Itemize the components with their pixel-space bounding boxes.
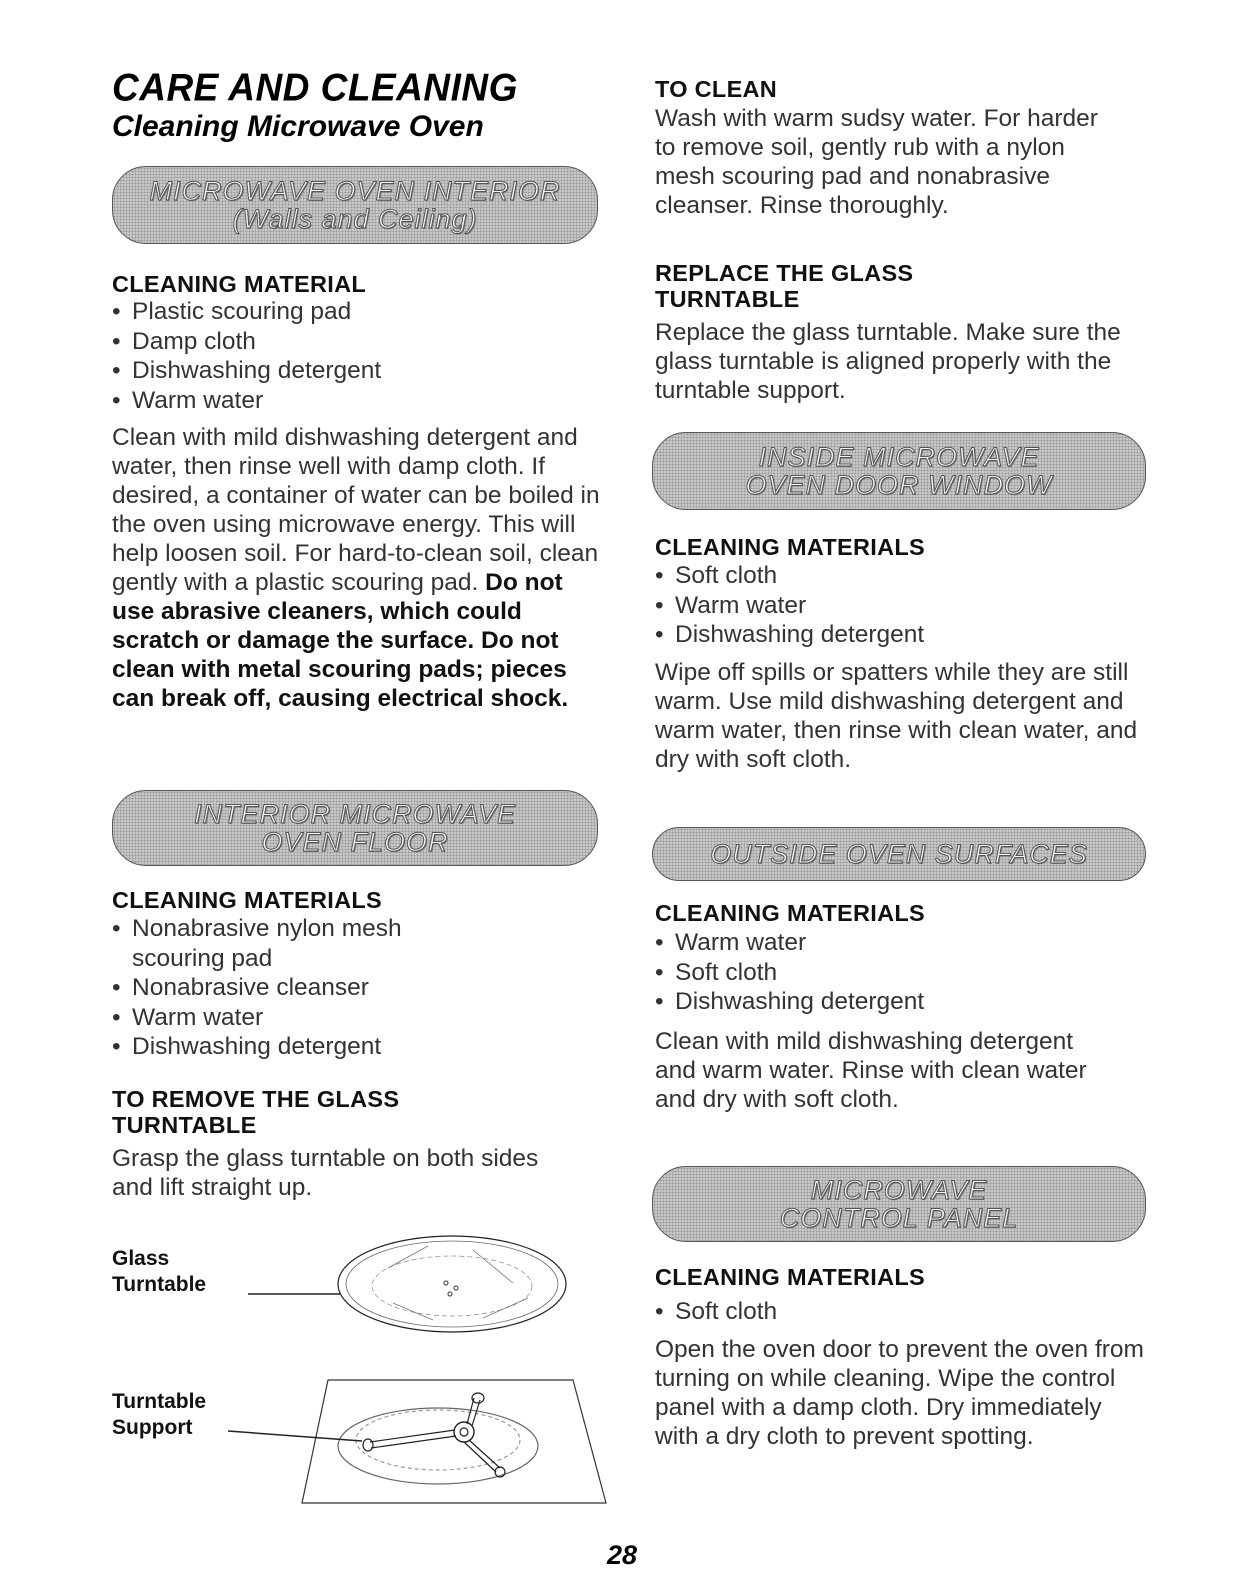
section-paragraph: Replace the glass turntable. Make sure the glass turntable is aligned properly with the turntable support. [655, 319, 1121, 404]
list-item: • Dishwashing detergent [655, 620, 1125, 650]
section-heading: CLEANING MATERIAL [112, 271, 367, 297]
section-heading: REPLACE THE GLASS TURNTABLE [655, 260, 914, 312]
banner-line: CONTROL PANEL [779, 1203, 1019, 1233]
banner-line: (Walls and Ceiling) [232, 204, 478, 234]
materials-list [112, 297, 592, 415]
section-paragraph: Wash with warm sudsy water. For harder to remove soil, gently rub with a nylon mesh scouring pad and nonabrasive cleanser. Rinse thoroughly. [655, 105, 1098, 219]
list-item: • Plastic scouring pad [112, 297, 592, 327]
section-heading: CLEANING MATERIALS [655, 900, 925, 926]
list-item: • Dishwashing detergent [112, 1032, 462, 1062]
materials-list [655, 1297, 1125, 1327]
section-banner-oven-floor [112, 790, 598, 866]
list-item: • Soft cloth [655, 958, 1125, 988]
list-item: • Warm water [112, 1003, 462, 1033]
materials-list [655, 928, 1125, 1017]
turntable-illustration [228, 1228, 608, 1518]
warning-text: Do not use abrasive cleaners, which could scratch or damage the surface. Do not clean with metal scouring pads; pieces can break off, causing electrical shock. [112, 569, 569, 712]
list-item: • Nonabrasive cleanser [112, 973, 462, 1003]
list-item: • Warm water [655, 928, 1125, 958]
section-heading: CLEANING MATERIALS [112, 887, 382, 913]
list-item: • Soft cloth [655, 1297, 1125, 1327]
section-paragraph [112, 423, 600, 713]
section-banner-door-window [652, 432, 1146, 510]
materials-list [655, 561, 1125, 650]
section-heading: TO CLEAN [655, 76, 778, 102]
list-item: • Dishwashing detergent [655, 987, 1125, 1017]
section-paragraph: Clean with mild dishwashing detergent and warm water. Rinse with clean water and dry with soft cloth. [655, 1028, 1087, 1113]
banner-line: OUTSIDE OVEN SURFACES [710, 839, 1088, 869]
list-item: • Warm water [655, 591, 1125, 621]
page-number: 28 [606, 1540, 638, 1570]
section-heading: CLEANING MATERIALS [655, 1264, 925, 1290]
section-heading: CLEANING MATERIALS [655, 534, 925, 560]
banner-line: OVEN FLOOR [261, 827, 449, 857]
figure-label-glass-turntable: Glass Turntable [112, 1247, 207, 1296]
section-heading: TO REMOVE THE GLASS TURNTABLE [112, 1086, 400, 1138]
section-paragraph: Grasp the glass turntable on both sides and lift straight up. [112, 1145, 539, 1201]
turntable-support-icon [363, 1393, 505, 1477]
list-item: • Soft cloth [655, 561, 1125, 591]
section-banner-outside-surfaces [652, 827, 1146, 881]
page-title: CARE AND CLEANING [112, 65, 518, 109]
list-item: • Dishwashing detergent [112, 356, 592, 386]
section-paragraph: Wipe off spills or spatters while they are still warm. Use mild dishwashing detergent and warm water, then rinse with clean water, and dry with soft cloth. [655, 659, 1138, 773]
section-banner-oven-interior [112, 166, 598, 244]
paragraph-text: Clean with mild dishwashing detergent and water, then rinse well with damp cloth. If desired, a container of water can be boiled in the oven using microwave energy. This will help loosen soil. For hard-to-clean soil, clean gently with a plastic scouring pad. [112, 424, 600, 596]
banner-line: INSIDE MICROWAVE [758, 442, 1040, 472]
list-item: • Damp cloth [112, 327, 592, 357]
materials-list [112, 914, 462, 1062]
section-banner-control-panel [652, 1166, 1146, 1242]
list-item: • Nonabrasive nylon mesh scouring pad [112, 914, 462, 973]
list-item: • Warm water [112, 386, 592, 416]
banner-line: MICROWAVE [810, 1175, 988, 1205]
page-subtitle: Cleaning Microwave Oven [112, 110, 484, 143]
banner-line: INTERIOR MICROWAVE [193, 799, 517, 829]
figure-label-turntable-support: Turntable Support [112, 1390, 207, 1439]
banner-line: MICROWAVE OVEN INTERIOR [149, 176, 561, 206]
section-paragraph: Open the oven door to prevent the oven from turning on while cleaning. Wipe the control panel with a damp cloth. Dry immediately with a dry cloth to prevent spotting. [655, 1336, 1144, 1450]
banner-line: OVEN DOOR WINDOW [745, 470, 1053, 500]
